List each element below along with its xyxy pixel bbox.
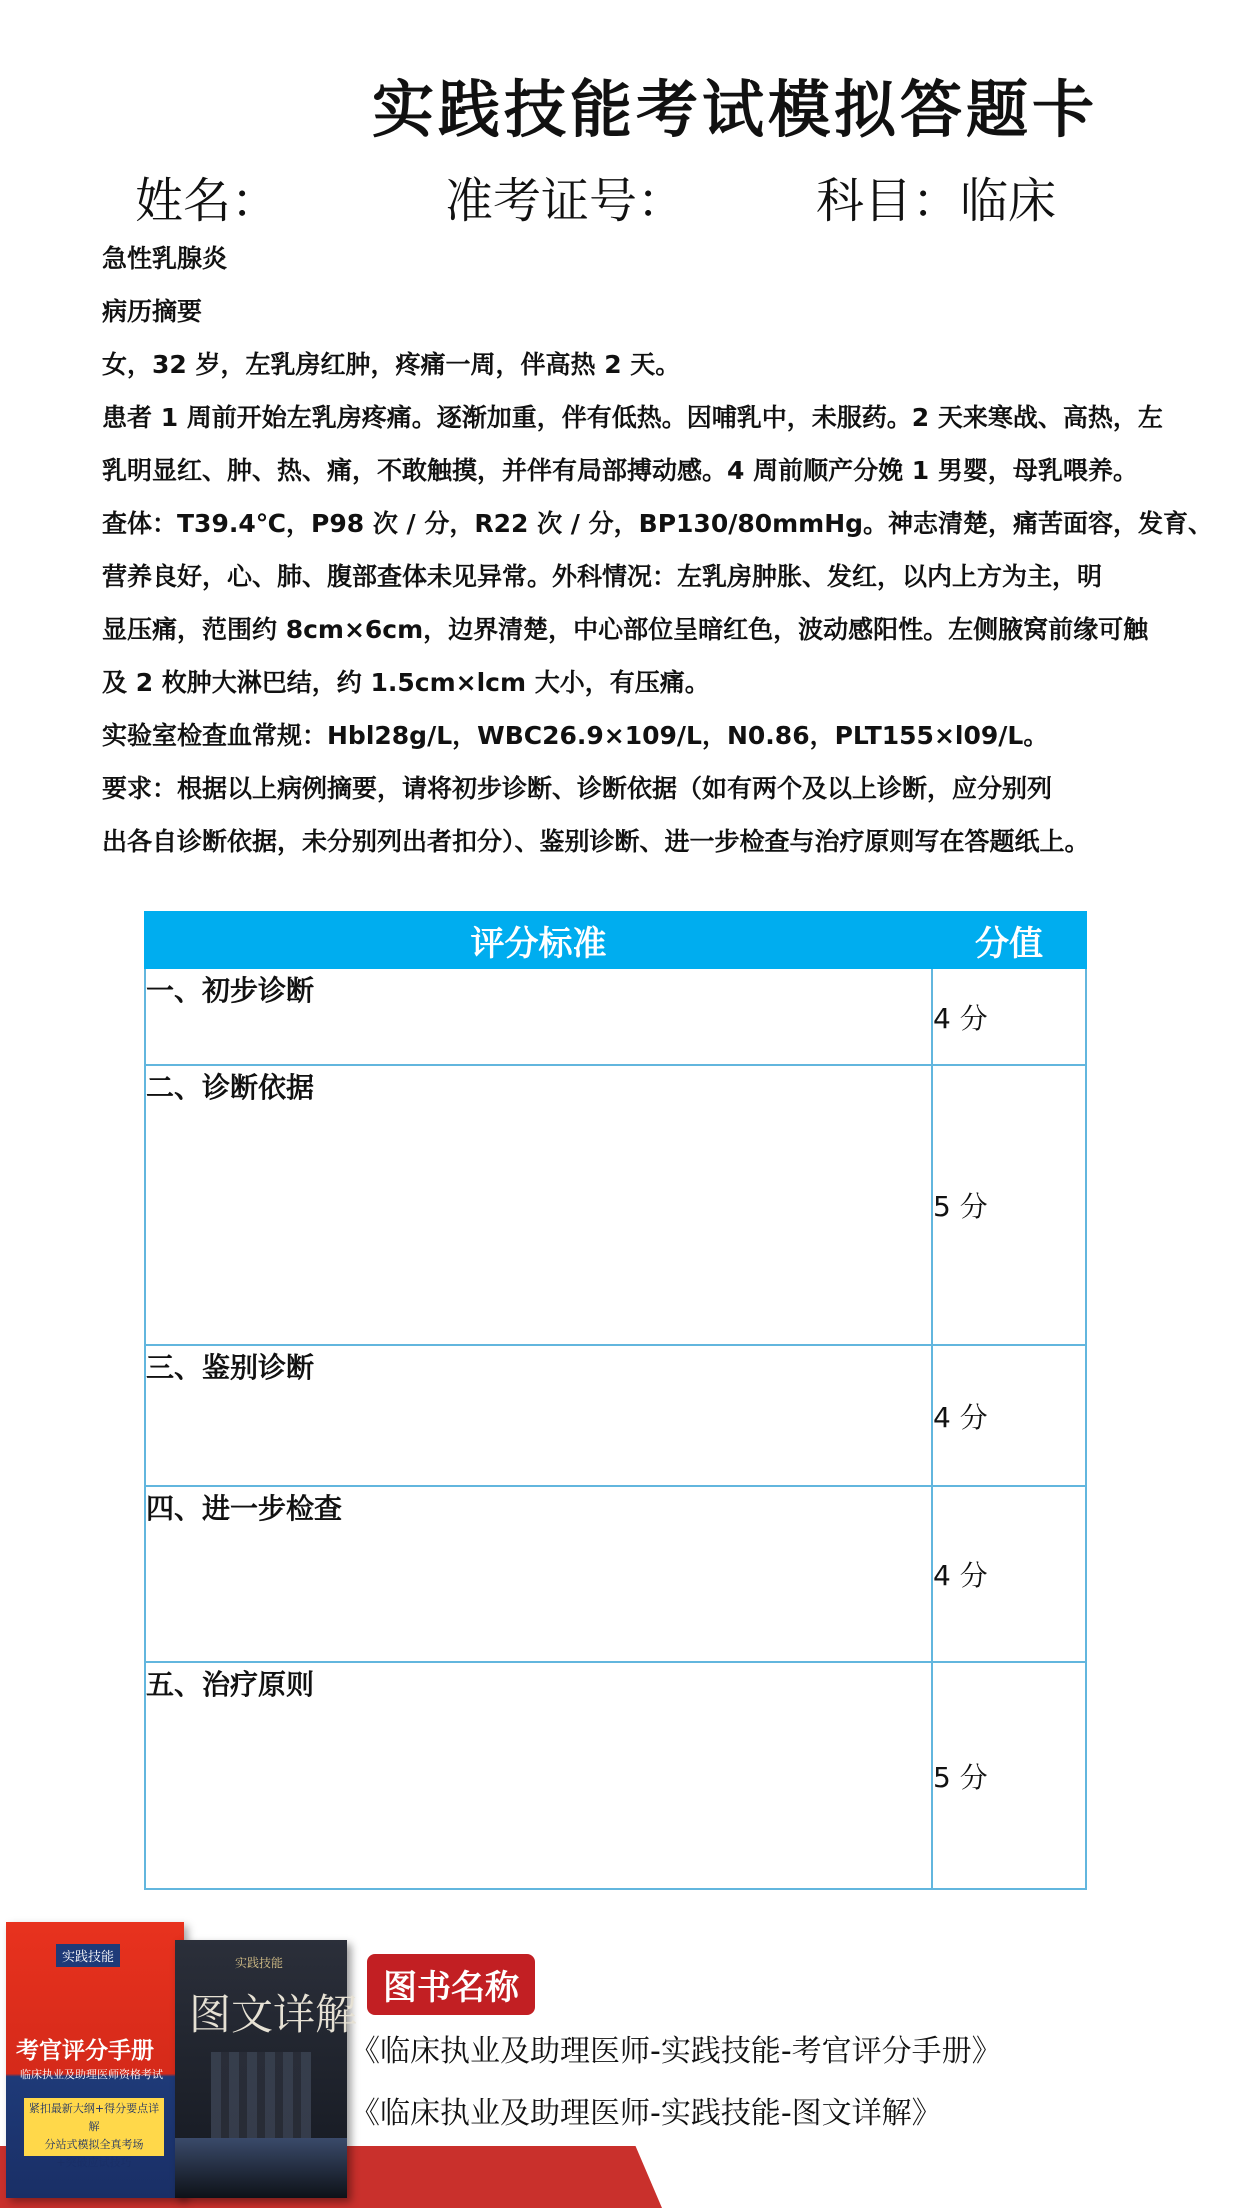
book-name-label: 图书名称 xyxy=(367,1954,535,2015)
criteria-header: 评分标准 xyxy=(145,912,932,968)
criterion-cell: 三、鉴别诊断 xyxy=(145,1345,932,1486)
case-line: 病历摘要 xyxy=(102,297,203,326)
badge-line: 分站式模拟全真考场 xyxy=(44,2138,144,2151)
table-header-row xyxy=(145,912,1086,968)
page-title: 实践技能考试模拟答题卡 xyxy=(372,73,1099,146)
case-line: 乳明显红、肿、热、痛，不敢触摸，并伴有局部搏动感。4 周前顺产分娩 1 男婴，母乳喂养。 xyxy=(102,456,1138,485)
case-line: 出各自诊断依据，未分别列出者扣分）、鉴别诊断、进一步检查与治疗原则写在答题纸上。 xyxy=(102,827,1090,856)
cover-top-text: 实践技能 xyxy=(235,1956,284,1970)
case-line: 显压痛，范围约 8cm×6cm，边界清楚，中心部位呈暗红色，波动感阳性。左侧腋窝前缘可触 xyxy=(102,615,1149,644)
points-header: 分值 xyxy=(932,912,1086,968)
table-row xyxy=(145,968,1086,1065)
case-summary xyxy=(102,232,1214,868)
points-cell: 5 分 xyxy=(932,1662,1086,1889)
table-row xyxy=(145,1662,1086,1889)
table-row xyxy=(145,1065,1086,1345)
exam-number-label: 准考证号： xyxy=(445,173,686,229)
case-line: 及 2 枚肿大淋巴结，约 1.5cm×lcm 大小，有压痛。 xyxy=(102,668,710,697)
table-row xyxy=(145,1486,1086,1662)
name-label: 姓名： xyxy=(135,173,280,229)
book-cover-score-manual xyxy=(6,1922,184,2198)
criterion-cell: 五、治疗原则 xyxy=(145,1662,932,1889)
points-cell: 5 分 xyxy=(932,1065,1086,1345)
points-cell: 4 分 xyxy=(932,1486,1086,1662)
case-line: 女，32 岁，左乳房红肿，疼痛一周，伴高热 2 天。 xyxy=(102,350,681,379)
badge-line: 紧扣最新大纲+得分要点详解 xyxy=(28,2102,160,2133)
case-line: 要求：根据以上病例摘要，请将初步诊断、诊断依据（如有两个及以上诊断，应分别列 xyxy=(102,774,1053,803)
scoring-table xyxy=(144,911,1087,1890)
cover-badge xyxy=(24,2098,164,2169)
cover-top-text: 实践技能 xyxy=(56,1944,120,1967)
cover-pattern xyxy=(211,2052,311,2142)
criterion-cell: 二、诊断依据 xyxy=(145,1065,932,1345)
badge-line: +突破应试技巧 xyxy=(56,2156,132,2169)
subject-label: 科目：临床 xyxy=(816,173,1057,229)
cover-subtitle: 临床执业及助理医师资格考试 xyxy=(20,2068,163,2081)
criterion-cell: 一、初步诊断 xyxy=(145,968,932,1065)
case-line: 急性乳腺炎 xyxy=(102,244,228,273)
case-line: 实验室检查血常规：Hbl28g/L，WBC26.9×109/L，N0.86，PLT155×l09/L。 xyxy=(102,721,1049,750)
criterion-cell: 四、进一步检查 xyxy=(145,1486,932,1662)
cover-title: 考官评分手册 xyxy=(16,2038,154,2064)
cover-wave xyxy=(175,2138,347,2198)
case-line: 查体：T39.4℃，P98 次 / 分，R22 次 / 分，BP130/80mmHg。神志清楚，痛苦面容，发育、 xyxy=(102,509,1214,538)
cover-title: 图文详解 xyxy=(189,1990,358,2039)
case-line: 患者 1 周前开始左乳房疼痛。逐渐加重，伴有低热。因哺乳中，未服药。2 天来寒战、高热，左 xyxy=(102,403,1163,432)
book-title: 《临床执业及助理医师-实践技能-考官评分手册》 xyxy=(350,2034,1002,2069)
points-cell: 4 分 xyxy=(932,1345,1086,1486)
book-promo xyxy=(0,1910,1242,2208)
points-cell: 4 分 xyxy=(932,968,1086,1065)
table-row xyxy=(145,1345,1086,1486)
book-cover-illustrated xyxy=(175,1940,358,2198)
book-title: 《临床执业及助理医师-实践技能-图文详解》 xyxy=(350,2096,942,2131)
case-line: 营养良好，心、肺、腹部查体未见异常。外科情况：左乳房肿胀、发红，以内上方为主，明 xyxy=(102,562,1103,591)
